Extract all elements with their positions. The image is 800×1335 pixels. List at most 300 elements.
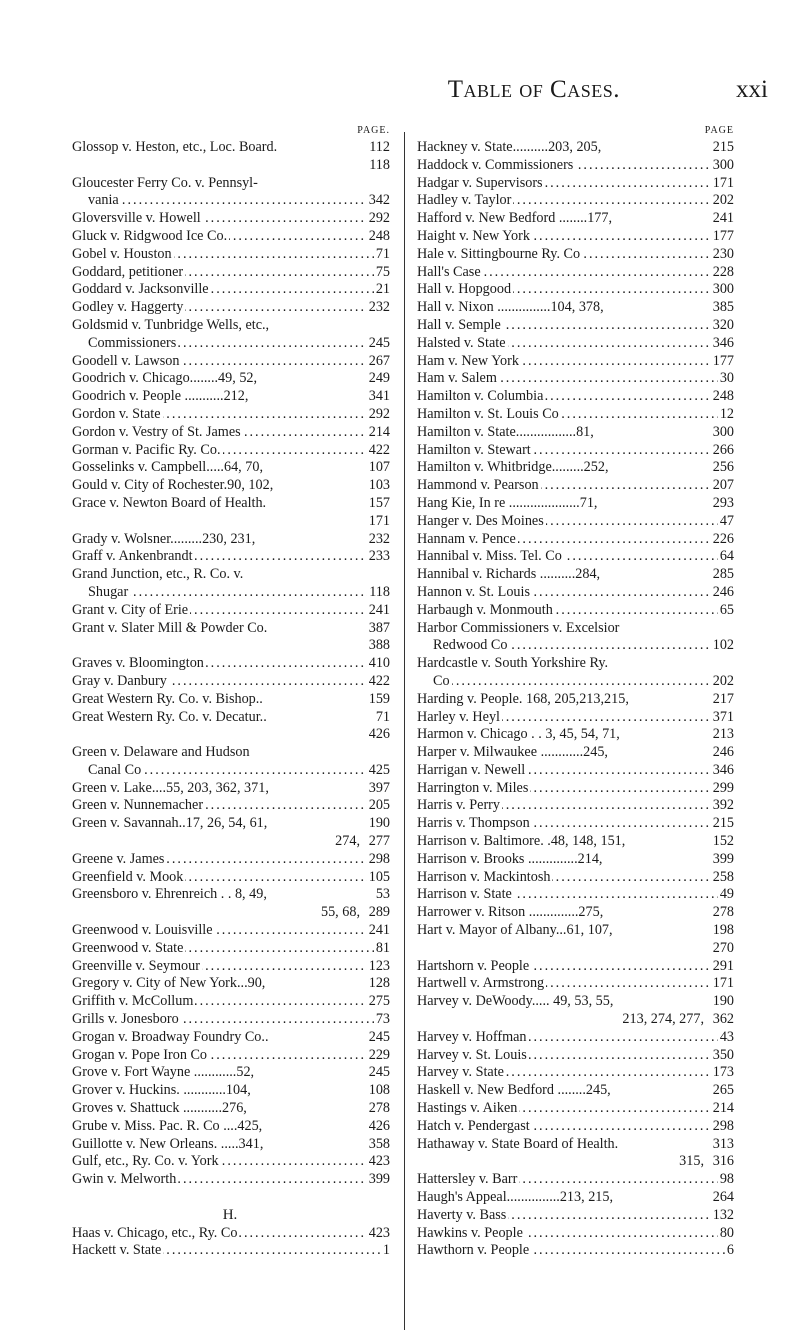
case-entry xyxy=(72,192,390,210)
case-entry xyxy=(72,1171,390,1189)
case-name: Greensboro v. Ehrenreich . . 8, 49, xyxy=(72,886,267,903)
case-name: ..... Hammond v. Pearson xyxy=(417,477,539,494)
case-name: Green v. Lake....55, 203, 362, 371, xyxy=(72,779,269,796)
case-entry xyxy=(417,709,734,727)
page-ref: 300 xyxy=(712,423,734,440)
page-ref: 107 xyxy=(368,459,390,476)
case-name: ..... Harrigan v. Newell xyxy=(417,761,526,778)
case-name: ..... Grant v. City of Erie xyxy=(72,601,189,618)
case-entry xyxy=(417,317,734,335)
page-ref: 171 xyxy=(368,512,390,529)
page-ref: 213 xyxy=(712,726,734,743)
page-ref: 228 xyxy=(712,263,734,280)
case-name: ..... Goodell v. Lawson xyxy=(72,352,180,369)
page-ref: 399 xyxy=(712,850,734,867)
page-ref: 21 xyxy=(375,281,390,298)
page-ref: 423 xyxy=(368,1224,390,1241)
case-name: Hardcastle v. South Yorkshire Ry. xyxy=(417,655,609,672)
case-entry xyxy=(72,655,390,673)
case-name: ..... Goddard, petitioner xyxy=(72,263,184,280)
section-letter: H. xyxy=(222,1206,238,1223)
case-entry xyxy=(72,317,390,335)
case-name: Goldsmid v. Tunbridge Wells, etc., xyxy=(72,316,270,333)
page-ref: 71 xyxy=(375,708,390,725)
case-entry xyxy=(417,424,734,442)
case-name: ..... Green v. Nunnemacher xyxy=(72,797,204,814)
page-ref: 80 xyxy=(719,1224,734,1241)
page-ref: 64 xyxy=(719,548,734,565)
case-entry xyxy=(72,762,390,780)
case-name: ..... Hawthorn v. People xyxy=(417,1242,530,1259)
case-name: ..... Redwood Co xyxy=(417,637,509,655)
page-ref: 241 xyxy=(368,922,390,939)
case-name: ..... Hartshorn v. People xyxy=(417,957,530,974)
page-ref: 118 xyxy=(369,583,390,600)
case-entry xyxy=(72,281,390,299)
case-entry xyxy=(417,264,734,282)
case-entry xyxy=(72,459,390,477)
page-column-label: PAGE xyxy=(704,125,734,136)
case-entry xyxy=(72,513,390,531)
case-entry xyxy=(417,993,734,1011)
case-name: Hackney v. State..........203, 205, xyxy=(417,139,602,155)
page-ref: 103 xyxy=(368,477,390,494)
page-ref: 298 xyxy=(368,850,390,867)
case-entry xyxy=(417,1225,734,1243)
page-ref: 358 xyxy=(368,1135,390,1152)
case-entry xyxy=(72,780,390,798)
case-name: ..... Hadgar v. Supervisors xyxy=(417,174,543,191)
case-name: ..... Haas v. Chicago, etc., Ry. Co xyxy=(72,1224,238,1241)
case-entry xyxy=(72,1242,390,1260)
case-entry xyxy=(72,1225,390,1243)
case-name: ..... Greenwood v. Louisville xyxy=(72,922,213,939)
case-entry xyxy=(72,993,390,1011)
page-ref: 346 xyxy=(712,761,734,778)
case-name: Hart v. Mayor of Albany...61, 107, xyxy=(417,922,613,939)
case-name: ..... Hamilton v. St. Louis Co xyxy=(417,405,559,422)
page-ref: 214 xyxy=(712,1100,734,1117)
case-name: ..... Hartwell v. Armstrong xyxy=(417,975,545,992)
case-entry xyxy=(72,1100,390,1118)
case-entry xyxy=(72,406,390,424)
case-name: ..... Haight v. New York xyxy=(417,227,530,244)
section-heading xyxy=(72,1207,390,1225)
case-name: ..... Hanger v. Des Moines xyxy=(417,512,544,529)
case-entry xyxy=(72,975,390,993)
case-entry xyxy=(72,531,390,549)
case-name: ..... Hastings v. Aiken xyxy=(417,1100,518,1117)
case-entry xyxy=(72,175,390,193)
page-ref: 425 xyxy=(368,761,390,778)
case-entry xyxy=(72,1082,390,1100)
case-name: Harding v. People. 168, 205,213,215, xyxy=(417,690,629,707)
page-ref: 205 xyxy=(368,797,390,814)
case-entry xyxy=(417,1118,734,1136)
case-entry xyxy=(417,620,734,638)
case-name: Harrower v. Ritson ..............275, xyxy=(417,904,604,921)
case-entry xyxy=(417,548,734,566)
case-name: ..... Hall's Case xyxy=(417,263,481,280)
page-ref: 241 xyxy=(712,210,734,227)
case-entry xyxy=(72,869,390,887)
case-name: ..... Hannon v. St. Louis xyxy=(417,583,530,600)
page-ref: 215 xyxy=(712,815,734,832)
page-ref: 190 xyxy=(368,815,390,832)
page-title: Table of Cases. xyxy=(447,76,620,103)
case-entry xyxy=(72,709,390,727)
case-name: ..... Gobel v. Houston xyxy=(72,245,172,262)
case-name: Guillotte v. New Orleans. .....341, xyxy=(72,1135,264,1152)
case-name: ..... Harley v. Heyl xyxy=(417,708,500,725)
page-ref: 202 xyxy=(712,672,734,689)
page-ref: 246 xyxy=(712,583,734,600)
page-ref: 232 xyxy=(368,299,390,316)
case-name: ..... Gulf, etc., Ry. Co. v. York xyxy=(72,1153,219,1170)
page-ref: 202 xyxy=(712,192,734,209)
case-entry xyxy=(417,940,734,958)
page-ref: 229 xyxy=(368,1046,390,1063)
case-name: ..... Canal Co xyxy=(72,762,143,780)
page-ref: 320 xyxy=(712,316,734,333)
page-ref: 264 xyxy=(712,1189,734,1206)
page-ref: 177 xyxy=(712,352,734,369)
case-entry xyxy=(417,139,734,157)
case-entry xyxy=(72,1136,390,1154)
page-ref: 362 xyxy=(712,1011,734,1028)
page-ref: 385 xyxy=(712,299,734,316)
page-ref: 258 xyxy=(712,868,734,885)
case-entry xyxy=(72,495,390,513)
case-name: 315, xyxy=(679,1153,704,1170)
case-name: ..... Griffith v. McCollum xyxy=(72,993,194,1010)
case-entry xyxy=(417,1189,734,1207)
case-name: ..... Gordon v. Vestry of St. James xyxy=(72,423,241,440)
case-entry xyxy=(417,477,734,495)
case-entry xyxy=(72,922,390,940)
case-entry xyxy=(417,797,734,815)
case-entry xyxy=(72,833,390,851)
page-ref: 277 xyxy=(368,833,390,850)
case-name: Gosselinks v. Campbell.....64, 70, xyxy=(72,459,263,476)
case-entry xyxy=(72,548,390,566)
case-name: Gould v. City of Rochester.90, 102, xyxy=(72,477,274,494)
case-list xyxy=(72,139,390,1260)
case-entry xyxy=(72,477,390,495)
page-ref: 256 xyxy=(712,459,734,476)
page-ref: 313 xyxy=(712,1135,734,1152)
case-name: ..... Godley v. Haggerty xyxy=(72,299,184,316)
case-name: Groves v. Shattuck ...........276, xyxy=(72,1100,247,1117)
case-entry xyxy=(72,442,390,460)
page-ref: 341 xyxy=(368,388,390,405)
case-name: Grady v. Wolsner.........230, 231, xyxy=(72,530,256,547)
case-name: Goodrich v. Chicago........49, 52, xyxy=(72,370,258,387)
case-entry xyxy=(72,1029,390,1047)
case-entry xyxy=(417,958,734,976)
page-ref: 291 xyxy=(712,957,734,974)
case-name: Hathaway v. State Board of Health. xyxy=(417,1135,619,1152)
page-ref: 387 xyxy=(368,619,390,636)
case-name: Hamilton v. State.................81, xyxy=(417,423,594,440)
case-entry xyxy=(417,299,734,317)
case-name: Harmon v. Chicago . . 3, 45, 54, 71, xyxy=(417,726,620,743)
case-name: Goodrich v. People ...........212, xyxy=(72,388,249,405)
page-ref: 230 xyxy=(712,245,734,262)
page-ref: 245 xyxy=(368,1064,390,1081)
case-entry xyxy=(417,210,734,228)
page-ref: 293 xyxy=(712,494,734,511)
case-entry xyxy=(72,1064,390,1082)
case-entry xyxy=(72,566,390,584)
case-name: Harbor Commissioners v. Excelsior xyxy=(417,619,620,636)
case-name: Glossop v. Heston, etc., Loc. Board. xyxy=(72,139,278,155)
page-ref: 399 xyxy=(368,1171,390,1188)
case-name: ..... Hall v. Semple xyxy=(417,316,501,333)
case-name: ..... Greenville v. Seymour xyxy=(72,957,200,974)
case-name: Green v. Savannah..17, 26, 54, 61, xyxy=(72,815,268,832)
page-ref: 300 xyxy=(712,281,734,298)
page-ref: 198 xyxy=(712,922,734,939)
case-name: Great Western Ry. Co. v. Bishop.. xyxy=(72,690,263,707)
page-ref: 298 xyxy=(712,1117,734,1134)
page-ref: 6 xyxy=(726,1242,734,1259)
page-ref: 152 xyxy=(712,833,734,850)
page-ref: 65 xyxy=(719,601,734,618)
page-ref: 30 xyxy=(719,370,734,387)
case-name: ..... vania xyxy=(72,192,121,210)
case-entry xyxy=(417,246,734,264)
case-name: ..... Co xyxy=(417,673,452,691)
page-ref: 241 xyxy=(368,601,390,618)
case-entry xyxy=(72,335,390,353)
page-ref: 207 xyxy=(712,477,734,494)
case-name: ..... Halsted v. State xyxy=(417,334,506,351)
case-name: ..... Ham v. New York xyxy=(417,352,519,369)
case-entry xyxy=(417,886,734,904)
page-ref: 275 xyxy=(368,993,390,1010)
case-entry xyxy=(417,1136,734,1154)
left-column xyxy=(72,123,390,1260)
case-name: ..... Hannibal v. Miss. Tel. Co xyxy=(417,548,562,565)
case-entry xyxy=(72,797,390,815)
case-name: Harrison v. Baltimore. .48, 148, 151, xyxy=(417,833,626,850)
page-ref: 102 xyxy=(712,637,734,654)
case-name: ..... Hawkins v. People xyxy=(417,1224,523,1241)
page-ref: 43 xyxy=(719,1028,734,1045)
case-name: ..... Hatch v. Pendergast xyxy=(417,1117,530,1134)
case-name: Grube v. Miss. Pac. R. Co ....425, xyxy=(72,1117,263,1134)
case-name: ..... Greenfield v. Mook xyxy=(72,868,184,885)
case-name: 55, 68, xyxy=(320,904,360,921)
case-name: 274, xyxy=(335,833,360,850)
page-ref: 426 xyxy=(368,1117,390,1134)
case-entry xyxy=(72,424,390,442)
page-ref: 423 xyxy=(368,1153,390,1170)
case-name: ..... Harvey v. Hoffman xyxy=(417,1028,527,1045)
page-ref: 108 xyxy=(368,1082,390,1099)
case-entry xyxy=(417,637,734,655)
page-ref: 190 xyxy=(712,993,734,1010)
page-ref: 128 xyxy=(368,975,390,992)
page-ref: 47 xyxy=(719,512,734,529)
case-name: Haskell v. New Bedford ........245, xyxy=(417,1082,611,1099)
case-entry xyxy=(72,673,390,691)
case-name: Grover v. Huckins. ............104, xyxy=(72,1082,251,1099)
page-ref: 392 xyxy=(712,797,734,814)
case-entry xyxy=(417,1047,734,1065)
page-column-label: PAGE. xyxy=(357,125,390,136)
case-entry xyxy=(72,620,390,638)
page-ref: 245 xyxy=(368,334,390,351)
page-ref: 132 xyxy=(712,1206,734,1223)
case-entry xyxy=(417,388,734,406)
case-name: ..... Goddard v. Jacksonville xyxy=(72,281,209,298)
page-ref: 422 xyxy=(368,441,390,458)
page-ref: 292 xyxy=(368,405,390,422)
case-entry xyxy=(72,157,390,175)
page-ref: 350 xyxy=(712,1046,734,1063)
case-entry xyxy=(417,228,734,246)
case-name: Harvey v. DeWoody..... 49, 53, 55, xyxy=(417,993,614,1010)
page-ref: 53 xyxy=(375,886,390,903)
case-entry xyxy=(72,210,390,228)
case-name: Grant v. Slater Mill & Powder Co. xyxy=(72,619,268,636)
page-ref: 397 xyxy=(368,779,390,796)
case-entry xyxy=(72,691,390,709)
case-entry xyxy=(72,246,390,264)
case-entry xyxy=(417,495,734,513)
case-name: Hannibal v. Richards ..........284, xyxy=(417,566,601,583)
case-entry xyxy=(72,851,390,869)
page-ref: 118 xyxy=(369,156,390,173)
case-name: Grace v. Newton Board of Health. xyxy=(72,494,267,511)
page-ref: 217 xyxy=(712,690,734,707)
case-entry xyxy=(72,815,390,833)
case-name: ..... Hattersley v. Barr xyxy=(417,1171,518,1188)
page-ref: 278 xyxy=(712,904,734,921)
case-name: ..... Haddock v. Commissioners xyxy=(417,156,574,173)
case-entry xyxy=(72,370,390,388)
case-name: Haugh's Appeal...............213, 215, xyxy=(417,1189,614,1206)
page-ref: 248 xyxy=(368,227,390,244)
case-entry xyxy=(72,353,390,371)
case-entry xyxy=(417,815,734,833)
case-name: Hang Kie, In re ....................71, xyxy=(417,494,598,511)
page-ref: 73 xyxy=(375,1011,390,1028)
case-name: Grove v. Fort Wayne ............52, xyxy=(72,1064,255,1081)
case-entry xyxy=(417,726,734,744)
case-entry xyxy=(72,726,390,744)
page-ref: 292 xyxy=(368,210,390,227)
page-ref: 226 xyxy=(712,530,734,547)
case-entry xyxy=(417,602,734,620)
case-name: ..... Harvey v. State xyxy=(417,1064,504,1081)
page-ref: 171 xyxy=(712,174,734,191)
case-name: ..... Hadley v. Taylor xyxy=(417,192,512,209)
case-name: ..... Shugar xyxy=(72,584,130,602)
case-entry xyxy=(417,762,734,780)
case-entry xyxy=(417,851,734,869)
case-name: Great Western Ry. Co. v. Decatur.. xyxy=(72,708,267,725)
case-name: ..... Greene v. James xyxy=(72,850,165,867)
case-name: ..... Graff v. Ankenbrandt xyxy=(72,548,193,565)
case-entry xyxy=(417,566,734,584)
case-name: ..... Grills v. Jonesboro xyxy=(72,1011,179,1028)
case-entry xyxy=(417,1153,734,1171)
page-ref: 285 xyxy=(712,566,734,583)
case-entry xyxy=(417,1100,734,1118)
case-entry xyxy=(72,1189,390,1207)
page-ref: 157 xyxy=(368,494,390,511)
case-entry xyxy=(72,904,390,922)
page-ref: 98 xyxy=(719,1171,734,1188)
case-entry xyxy=(417,281,734,299)
case-name: ..... Harbaugh v. Monmouth xyxy=(417,601,553,618)
case-name: ..... Gray v. Danbury xyxy=(72,672,167,689)
page-ref: 299 xyxy=(712,779,734,796)
case-entry xyxy=(417,833,734,851)
page-ref: 346 xyxy=(712,334,734,351)
case-name: ..... Harvey v. St. Louis xyxy=(417,1046,527,1063)
page-ref: 270 xyxy=(712,939,734,956)
case-name: ..... Grogan v. Pope Iron Co xyxy=(72,1046,208,1063)
page-ref: 316 xyxy=(712,1153,734,1170)
page-ref: 177 xyxy=(712,227,734,244)
page-ref: 171 xyxy=(712,975,734,992)
case-list xyxy=(417,139,734,1260)
case-entry xyxy=(417,673,734,691)
case-entry xyxy=(72,958,390,976)
case-entry xyxy=(417,335,734,353)
case-entry xyxy=(72,139,390,157)
case-entry xyxy=(417,975,734,993)
page-ref: 422 xyxy=(368,672,390,689)
page-ref: 232 xyxy=(368,530,390,547)
case-name: Green v. Delaware and Hudson xyxy=(72,744,250,761)
case-entry xyxy=(417,869,734,887)
case-entry xyxy=(417,1011,734,1029)
page-ref: 371 xyxy=(712,708,734,725)
page-ref: 267 xyxy=(368,352,390,369)
case-name: ..... Hannam v. Pence xyxy=(417,530,516,547)
case-name: 213, 274, 277, xyxy=(622,1011,704,1028)
case-name: ..... Gordon v. State xyxy=(72,405,161,422)
case-name: ..... Harris v. Perry xyxy=(417,797,500,814)
case-entry xyxy=(417,406,734,424)
case-entry xyxy=(72,264,390,282)
case-entry xyxy=(72,228,390,246)
case-entry xyxy=(417,1242,734,1260)
column-divider xyxy=(404,132,405,1330)
case-name: ..... Gorman v. Pacific Ry. Co. xyxy=(72,441,221,458)
case-entry xyxy=(417,531,734,549)
case-name: ..... Ham v. Salem xyxy=(417,370,497,387)
page-ref: 265 xyxy=(712,1082,734,1099)
case-name: ..... Hamilton v. Stewart xyxy=(417,441,531,458)
case-name: ..... Harrison v. State xyxy=(417,886,512,903)
case-name: Grand Junction, etc., R. Co. v. xyxy=(72,566,244,583)
case-entry xyxy=(417,442,734,460)
page-ref: 173 xyxy=(712,1064,734,1081)
case-name: ..... Hamilton v. Columbia xyxy=(417,388,544,405)
page-ref: 426 xyxy=(368,726,390,743)
case-name: ..... Gloversville v. Howell xyxy=(72,210,201,227)
case-entry xyxy=(417,353,734,371)
case-name: ..... Gluck v. Ridgwood Ice Co. xyxy=(72,227,228,244)
case-name: ..... Hackett v. State xyxy=(72,1242,162,1259)
case-entry xyxy=(72,1153,390,1171)
